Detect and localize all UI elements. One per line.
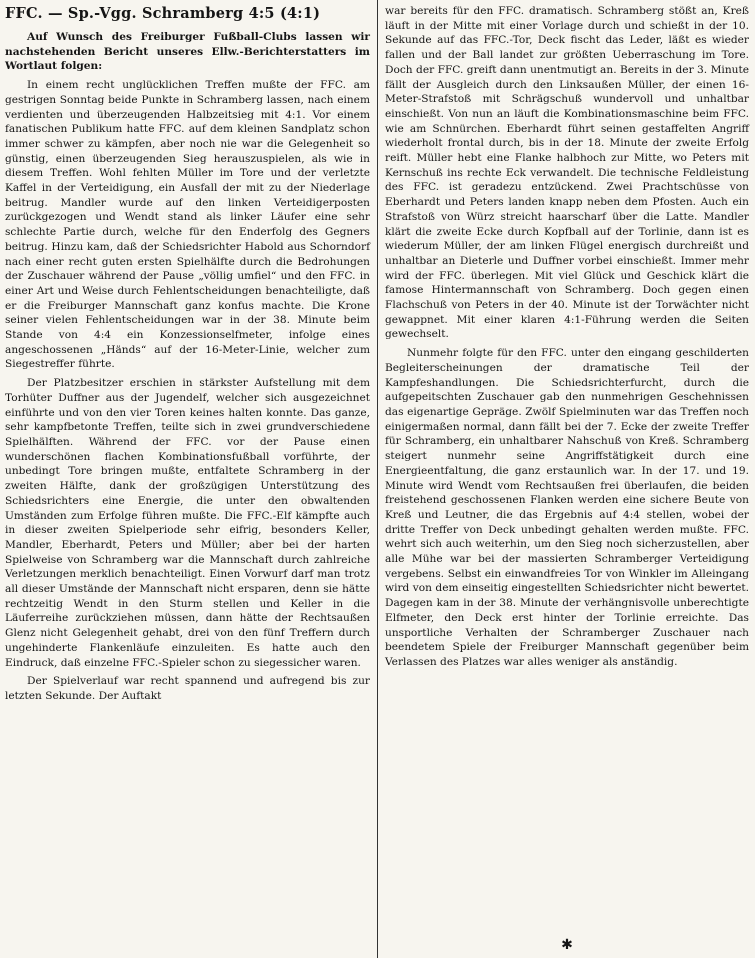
article-paragraph: In einem recht unglücklichen Treffen mußte der FFC. am gestrigen Sonntag beide Punkte in Schramberg lassen, nach einem verdienten und überzeugenden Halbzeitsieg mit 4:1. Vor einem fanatischen Publikum hatte FFC. auf dem kleinen Sandplatz schon immer schwer zu kämpfen, aber noch nie war die Gelegenheit so günstig, einen überzeugenden Sieg herauszuspielen, als wie in diesem Treffen. Wohl fehlten Müller im Tore und der verletzte Kaffel in der Verteidigung, ein Ausfall der mit zu der Niederlage beitrug. Mandler wurde auf den linken Verteidigerposten zurückgezogen und Wendt stand als linker Läufer eine sehr schlechte Partie durch, welche für den Enderfolg des Gegners beitrug. Hinzu kam, daß der Schiedsrichter Habold aus Schorndorf nach einer recht guten ersten Spielhälfte durch die Bedrohungen der Zuschauer während der Pause „völlig umfiel“ und den FFC. in einer Art und Weise durch Fehlentscheidungen benachteiligte, daß er die Freiburger Mannschaft ganz konfus machte. Die Krone seiner vielen Fehlentscheidungen war in der 38. Minute beim Stande von 4:4 ein Konzessionselfmeter, infolge eines angeschossenen „Händs“ auf der 16-Meter-Linie, welcher zum Siegestreffer führte.: [5, 79, 370, 371]
article-paragraph: Nunmehr folgte für den FFC. unter den eingang geschilderten Begleiterscheinungen der dramatische Teil der Kampfeshandlungen. Die Schiedsrichterfurcht, durch die aufgepeitschten Zuschauer gab den nunmehrigen Geschehnissen das eigenartige Gepräge. Zwölf Spielminuten war das Treffen noch einigermaßen normal, dann fällt bei der 7. Ecke der zweite Treffer für Schramberg, ein unhaltbarer Nahschuß von Kreß. Schramberg steigert nunmehr seine Angriffstätigkeit durch eine Energieentfaltung, die ganz erstaunlich war. In der 17. und 19. Minute wird Wendt vom Rechtsaußen frei überlaufen, die beiden freistehend geschossenen Flanken werden eine sichere Beute von Kreß und Leutner, die das Ergebnis auf 4:4 stellen, wobei der dritte Treffer von Deck unbedingt gehalten werden mußte. FFC. wehrt sich auch weiterhin, um den Sieg noch sicherzustellen, aber alle Mühe war bei der massierten Schramberger Verteidigung vergebens. Selbst ein einwandfreies Tor von Winkler im Alleingang wird von dem einseitig eingestellten Schiedsrichter nicht bewertet. Dagegen kam in der 38. Minute der verhängnisvolle unberechtigte Elfmeter, den Deck erst hinter der Torlinie erreichte. Das unsportliche Verhalten der Schramberger Zuschauer nach beendetem Spiele der Freiburger Mannschaft gegenüber beim Verlassen des Platzes war alles weniger als anständig.: [385, 347, 749, 668]
end-mark-icon: ✱: [561, 937, 573, 953]
article-intro: Auf Wunsch des Freiburger Fußball-Clubs lassen wir nachstehenden Bericht unseres Ellw.-Berichterstatters im Wortlaut folgen:: [5, 31, 370, 73]
article-paragraph: war bereits für den FFC. dramatisch. Schramberg stößt an, Kreß läuft in der Mitte mit einer Vorlage durch und schießt in der 10. Sekunde auf das FFC.-Tor, Deck fischt das Leder, läßt es wieder fallen und der Ball landet zur größten Ueberraschung im Tore. Doch der FFC. greift dann unentmutigt an. Bereits in der 3. Minute fällt der Ausgleich durch den Linksaußen Müller, der einen 16-Meter-Strafstoß mit Schrägschuß wundervoll und unhaltbar einschießt. Von nun an läuft die Kombinationsmaschine beim FFC. wie am Schnürchen. Eberhardt führt seinen gestaffelten Angriff wiederholt frontal durch, bis in der 18. Minute der zweite Erfolg reift. Müller hebt eine Flanke halbhoch zur Mitte, wo Peters mit Kernschuß ins rechte Eck verwandelt. Die technische Feldleistung des FFC. ist geradezu entzückend. Zwei Prachtschüsse von Eberhardt und Peters landen knapp neben dem Pfosten. Auch ein Strafstoß von Würz streicht haarscharf über die Latte. Mandler klärt die zweite Ecke durch Kopfball auf der Torlinie, dann ist es wiederum Müller, der am linken Flügel energisch durchreißt und unhaltbar an Dieterle und Duffner vorbei einschießt. Immer mehr wird der FFC. überlegen. Mit viel Glück und Geschick klärt die famose Hintermannschaft von Schramberg. Doch gegen einen Flachschuß von Peters in der 40. Minute ist der Torwächter nicht gewappnet. Mit einer klaren 4:1-Führung werden die Seiten gewechselt.: [385, 5, 749, 341]
article-paragraph: Der Platzbesitzer erschien in stärkster Aufstellung mit dem Torhüter Duffner aus der Jugendelf, welcher sich ausgezeichnet einführte und von den vier Toren keines halten konnte. Das ganze, sehr kampfbetonte Treffen, teilte sich in zwei grundverschiedene Spielhälften. Während der FFC. vor der Pause einen wunderschönen flachen Kombinationsfußball vorführte, der unbedingt Tore bringen mußte, entfaltete Schramberg in der zweiten Hälfte, dank der großzügigen Unterstützung des Schiedsrichters eine Energie, die unter den obwaltenden Umständen zum Erfolge führen mußte. Die FFC.-Elf kämpfte auch in dieser zweiten Spielperiode sehr eifrig, besonders Keller, Mandler, Eberhardt, Peters und Müller; aber bei der harten Spielweise von Schramberg war die Mannschaft durch zahlreiche Verletzungen merklich benachteiligt. Einen Vorwurf darf man trotz all dieser Umstände der Mannschaft nicht ersparen, denn sie hätte rechtzeitig Wendt in den Sturm stellen und Keller in die Läuferreihe zurückziehen müssen, dann hätte der Rechtsaußen Glenz nicht Gelegenheit gehabt, drei von den fünf Treffern durch ungehinderte Flankenläufe einzuleiten. Es hatte auch den Eindruck, daß einzelne FFC.-Spieler schon zu siegessicher waren.: [5, 377, 370, 669]
column-divider: [377, 0, 378, 958]
article-paragraph: Der Spielverlauf war recht spannend und aufregend bis zur letzten Sekunde. Der Auftakt: [5, 675, 370, 702]
article-headline: FFC. — Sp.-Vgg. Schramberg 4:5 (4:1): [5, 5, 321, 22]
left-column: [5, 4, 370, 708]
right-column: [385, 4, 749, 674]
